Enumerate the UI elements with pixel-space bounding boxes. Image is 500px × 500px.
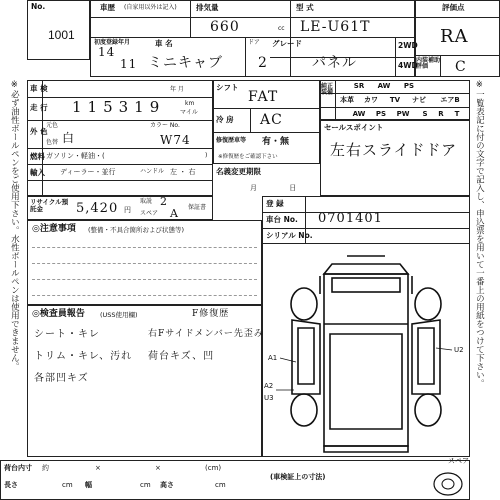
mileage-unit-km: km xyxy=(185,100,195,107)
eq-airbag: エアB xyxy=(440,96,460,104)
manual-value: 2 xyxy=(160,195,168,208)
bottom-spare-label: スペア xyxy=(448,457,469,465)
shift-label: シフト xyxy=(216,83,239,92)
mark-u3: U3 xyxy=(264,394,274,402)
displacement-label: 排気量 xyxy=(196,3,219,12)
import-value: ディーラー・並行 xyxy=(60,168,116,176)
eq-leather: 本革 xyxy=(340,96,354,104)
lot-number: 1001 xyxy=(48,28,75,42)
dims-label: 荷台内寸 xyxy=(4,464,32,472)
handle-label: ハンドル xyxy=(140,168,165,175)
dims-x1: × xyxy=(95,464,101,472)
mileage-label: 走 行 xyxy=(30,103,48,112)
color-change-label: 色替 xyxy=(46,139,59,146)
score-label: 評価点 xyxy=(442,3,465,12)
reg-label: 登 録 xyxy=(266,199,284,208)
cert-label: (車検証上の寸法) xyxy=(270,473,326,481)
color-code-label: カラー No. xyxy=(150,122,180,129)
history-label: 修復歴車等 xyxy=(216,137,247,144)
equipment-label: 純正装備 xyxy=(321,83,334,96)
eq-r: R xyxy=(438,110,444,118)
eq-kawa: カワ xyxy=(364,96,378,104)
doors-value: 2 xyxy=(258,55,268,71)
handle-value: 左 ・ 右 xyxy=(170,168,196,176)
notes-sub: (整備・不具合箇所および状態等) xyxy=(88,226,185,234)
interior-label: 内装補助評価 xyxy=(416,57,441,70)
car-name-value: ミニキャブ xyxy=(148,55,223,71)
model-year-note: (自家用以外は記入) xyxy=(124,4,177,11)
color-code-value: W74 xyxy=(160,133,191,147)
bottom-block xyxy=(0,457,470,500)
car-name-label: 車 名 xyxy=(155,39,173,48)
first-reg-label: 初度登録年月 xyxy=(94,39,131,46)
color-label: 外 色 xyxy=(30,127,48,136)
model-year-label: 車歴 xyxy=(100,3,115,12)
notes-label: ◎注意事項 xyxy=(32,224,76,234)
color-value: 白 xyxy=(62,131,76,145)
recycle-value: 5,420 xyxy=(76,201,119,216)
inspector-sub: (USS使用欄) xyxy=(100,311,138,319)
aircon-label: 冷 房 xyxy=(216,115,234,124)
eq-ps: PS xyxy=(403,82,415,90)
height-label: 高さ xyxy=(160,481,174,489)
first-reg-year: 14 xyxy=(98,45,116,59)
sales-point-value: 左右スライドドア xyxy=(330,141,458,159)
eq-tv: TV xyxy=(389,96,401,104)
eq-t: T xyxy=(454,110,460,118)
grade-label: グレード xyxy=(272,39,302,48)
length-cm: cm xyxy=(62,481,73,489)
type-value: LE-U61T xyxy=(300,19,371,35)
eq-aw: AW xyxy=(377,82,391,90)
displacement-value: 660 xyxy=(210,19,240,35)
eq-aw2: AW xyxy=(352,110,366,118)
mark-a1: A1 xyxy=(268,354,278,362)
dims-unit-a: 約 xyxy=(42,464,49,472)
history-note: ※修復歴をご確認下さい xyxy=(218,154,278,160)
chassis-label: 車台 No. xyxy=(266,215,298,224)
drive-4wd: 4WD xyxy=(398,61,418,70)
width-cm: cm xyxy=(140,481,151,489)
serial-label: シリアル No. xyxy=(266,231,313,240)
inspector-item-3: 右Fサイドメンバー先歪み xyxy=(148,329,264,339)
recycle-label: リサイクル預託金 xyxy=(30,198,69,213)
warranty-label: 保証書 xyxy=(188,204,207,211)
length-label: 長さ xyxy=(4,481,18,489)
score-value: RA xyxy=(440,26,469,47)
inspector-item-5: 荷台キズ、凹 xyxy=(148,351,215,362)
chassis-value: 0701401 xyxy=(318,211,383,226)
height-cm: cm xyxy=(215,481,226,489)
inspection-unit: 年 月 xyxy=(170,86,184,93)
eq-pw: PW xyxy=(396,110,410,118)
lot-label: No. xyxy=(31,2,46,11)
spare-value: A xyxy=(170,207,179,220)
manual-label: 取説 xyxy=(140,198,153,205)
eq-ps2: PS xyxy=(375,110,387,118)
eq-sr: SR xyxy=(353,82,365,90)
aircon-value: AC xyxy=(260,112,283,128)
name-change-label: 名義変更期限 xyxy=(216,167,261,176)
grade-value: パネル xyxy=(312,55,357,71)
shift-value: FAT xyxy=(248,89,279,105)
fuel-close: ) xyxy=(205,152,208,159)
fuel-label: 燃料 xyxy=(30,152,45,161)
inspection-label: 車 検 xyxy=(30,84,48,93)
inspector-item-6: 各部凹キズ xyxy=(34,373,89,384)
drive-2wd: 2WD xyxy=(398,41,418,50)
recycle-unit: 円 xyxy=(124,206,131,214)
inspector-label: ◎検査員報告 xyxy=(32,309,85,319)
inspector-item-1: F修復歴 xyxy=(192,309,230,319)
mark-a2: A2 xyxy=(264,382,274,390)
dims-x2: × xyxy=(155,464,161,472)
inspector-item-2: シート・キレ xyxy=(34,329,100,340)
sales-point-label: セールスポイント xyxy=(324,123,384,132)
fuel-text: ガソリン・軽油・( xyxy=(46,152,105,160)
vertical-left-note: ※必ず油性ボールペンをご使用下さい。水性ボールペンは使用できません。 xyxy=(9,80,20,371)
vertical-right-note: ※一覧表記に付の文字で記入し、申込票を用いて一番上の用紙をつけて下さい。 xyxy=(474,80,485,388)
doors-label: ドア xyxy=(248,39,260,46)
mileage-unit-mile: マイル xyxy=(180,109,198,116)
dims-cm: (cm) xyxy=(205,464,222,472)
eq-navi: ナビ xyxy=(412,96,426,104)
eq-s: S xyxy=(422,110,428,118)
type-label: 型 式 xyxy=(296,3,314,12)
width-label: 幅 xyxy=(85,481,92,489)
car-diagram xyxy=(262,244,470,457)
import-label: 輸入 xyxy=(30,168,45,177)
history-value: 有・無 xyxy=(262,137,290,147)
name-change-unit: 月 日 xyxy=(250,184,297,192)
spare-label: スペア xyxy=(140,210,159,217)
inspector-item-4: トリム・キレ、汚れ xyxy=(34,351,133,362)
interior-value: C xyxy=(455,59,467,75)
first-reg-month: 11 xyxy=(120,57,138,71)
mark-u2: U2 xyxy=(454,346,464,354)
mileage-value: 115319 xyxy=(72,98,166,116)
spare-tire-icon xyxy=(430,470,466,498)
